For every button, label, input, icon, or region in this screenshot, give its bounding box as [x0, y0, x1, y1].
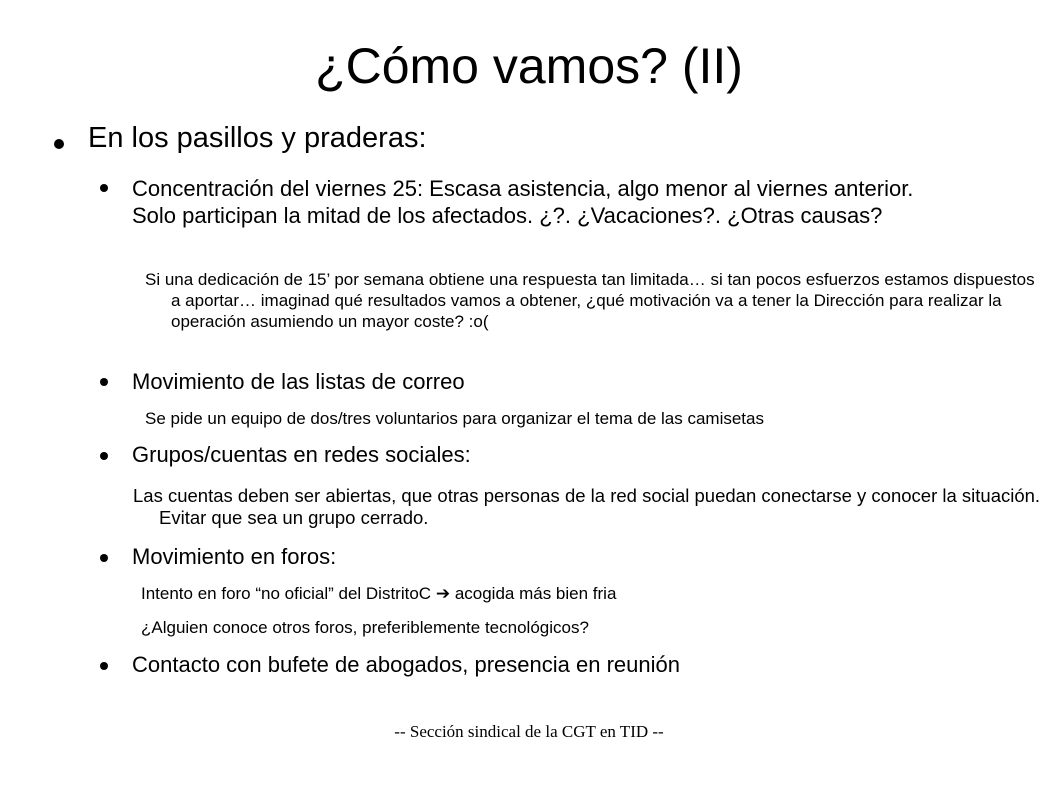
item-concentracion: Concentración del viernes 25: Escasa asistencia, algo menor al viernes anterior. Solo participan la mitad de los afectados. ¿?. ¿Vacaciones?. ¿Otras causas? [132, 176, 914, 228]
bullet-icon [100, 662, 108, 670]
note-concentracion: Si una dedicación de 15’ por semana obtiene una respuesta tan limitada… si tan pocos esfuerzos estamos dispuestos a aportar… imaginad qué resultados vamos a obtener, ¿qué motivación va a tener la Dirección para realizar la operación asumiendo un mayor coste? :o( [145, 270, 1035, 331]
note-listas-correo: Se pide un equipo de dos/tres voluntarios para organizar el tema de las camisetas [145, 409, 764, 428]
bullet-icon [100, 452, 108, 460]
item-foros: Movimiento en foros: [132, 544, 337, 569]
note-foros-result: acogida más bien fria [454, 584, 617, 603]
item-listas-correo: Movimiento de las listas de correo [132, 369, 465, 394]
note-foros-pregunta: ¿Alguien conoce otros foros, preferiblemente tecnológicos? [141, 618, 589, 637]
right-arrow-icon: ➔ [435, 584, 451, 604]
slide-title: ¿Cómo vamos? (II) [315, 38, 743, 94]
item-abogados: Contacto con bufete de abogados, presencia en reunión [132, 652, 680, 677]
section-heading: En los pasillos y praderas: [88, 122, 427, 154]
note-foros-intento [141, 583, 616, 605]
note-foros-text: Intento en foro “no oficial” del DistritoC [141, 584, 432, 603]
bullet-icon [100, 554, 108, 562]
bullet-icon [100, 184, 108, 192]
item-redes-sociales: Grupos/cuentas en redes sociales: [132, 442, 471, 467]
footer: -- Sección sindical de la CGT en TID -- [394, 722, 664, 741]
note-redes-sociales: Las cuentas deben ser abiertas, que otras personas de la red social puedan conectarse y conocer la situación. Evitar que sea un grupo cerrado. [133, 485, 1041, 528]
bullet-icon [54, 139, 64, 149]
bullet-icon [100, 378, 108, 386]
